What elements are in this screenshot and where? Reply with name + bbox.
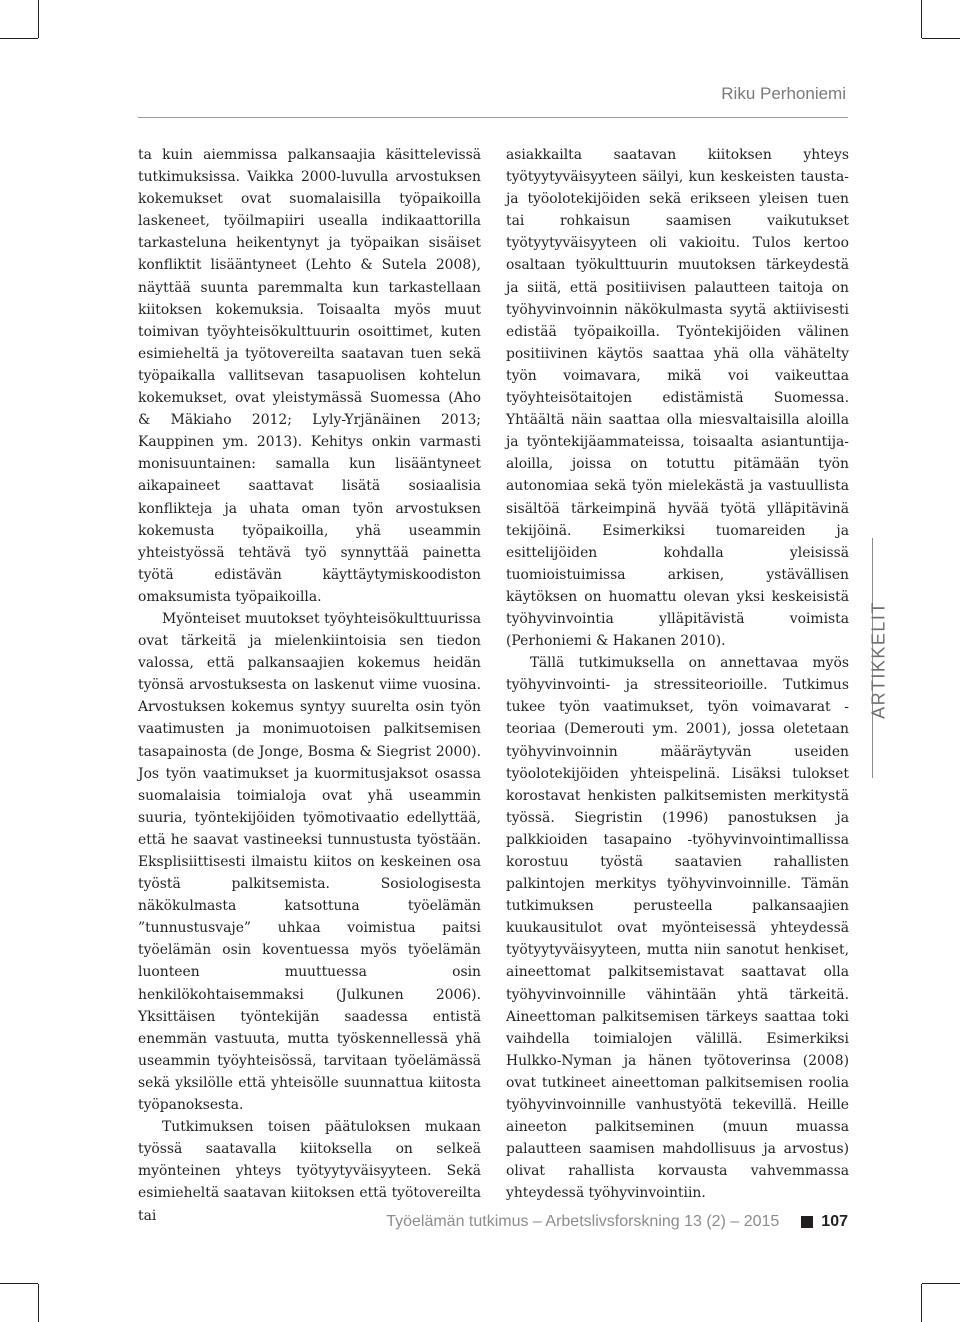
crop-mark bbox=[0, 1283, 38, 1284]
paragraph: ta kuin aiemmissa palkansaajia käsittelevissä tutkimuksissa. Vaikka 2000-luvulla arvostuksen kokemukset ovat suomalaisilla työpaikoilla laskeneet, työilmapiiri usealla indikaattorilla tarkasteluna heikentynyt ja työpaikan sisäiset konfliktit lisääntyneet (Lehto & Sutela 2008), näyttää suunta paremmalta kun tarkastellaan kiitoksen kokemuksia. Toisaalta myös muut toimivan työyhteisökulttuurin osoittimet, kuten esimieheltä ja työtovereilta saatavan tuen sekä työpaikalla vallitsevan tasapuolisen kohtelun kokemukset, ovat yleistymässä Suomessa (Aho & Mäkiaho 2012; Lyly-Yrjänäinen 2013; Kauppinen ym. 2013). Kehitys onkin varmasti monisuuntainen: samalla kun lisääntyneet aikapaineet saattavat lisätä sosiaalisia konflikteja ja uhata oman työn arvostuksen kokemusta työpaikoilla, yhä useammin yhteistyössä tehtävä työ synnyttää painetta työtä edistävän käyttäytymiskoodiston omaksumista työpaikoilla. bbox=[138, 147, 481, 605]
paragraph: Myönteiset muutokset työyhteisökulttuurissa ovat tärkeitä ja mielenkiintoisia sen tiedon valossa, että palkansaajien kokemus heidän työnsä arvostuksesta on laskenut viime vuosina. Arvostuksen kokemus syntyy suurelta osin työn vaatimusten ja monimuotoisen palkitsemisen tasapainosta (de Jonge, Bosma & Siegrist 2000). Jos työn vaatimukset ja kuormitusjaksot osassa suomalaisia toimialoja ovat yhä useammin suuria, työntekijöiden työmotivaatio edellyttää, että he saavat vastineeksi tunnustusta työstään. Eksplisiittisesti ilmaistu kiitos on keskeinen osa työstä palkitsemista. Sosiologisesta näkökulmasta katsottuna työelämän ”tunnustusvaje” uhkaa voimistua paitsi työelämän osin koventuessa myös työelämän luonteen muuttuessa osin henkilökohtaisemmaksi (Julkunen 2006). Yksittäisen työntekijän saadessa entistä enemmän vastuuta, mutta työskennellessä yhä useammin työyhteisössä, tarvitaan työelämässä sekä yksilölle että yhteisölle suunnattua kiitosta työpanoksesta. bbox=[138, 610, 481, 1114]
crop-mark bbox=[921, 0, 922, 38]
square-bullet-icon bbox=[801, 1216, 813, 1228]
paragraph: Tutkimuksen toisen päätuloksen mukaan työssä saatavalla kiitoksella on selkeä myönteinen yhteys työtyytyväisyyteen. Sekä esimieheltä saatavan kiitoksen että työtovereilta tai bbox=[138, 1119, 481, 1224]
journal-citation: Työelämän tutkimus – Arbetslivsforskning 13 (2) – 2015 bbox=[386, 1213, 780, 1230]
crop-mark bbox=[922, 1283, 960, 1284]
header-divider bbox=[138, 117, 848, 118]
crop-mark bbox=[38, 1284, 39, 1322]
crop-mark bbox=[922, 38, 960, 39]
section-label: ARTIKKELIT bbox=[868, 601, 889, 719]
page-number: 107 bbox=[821, 1213, 848, 1230]
page-footer bbox=[300, 1213, 848, 1231]
left-text-column bbox=[138, 144, 481, 1227]
paragraph: Tällä tutkimuksella on annettavaa myös työhyvinvointi- ja stressiteorioille. Tutkimus tukee työn vaatimukset, työn voimavarat -teoriaa (Demerouti ym. 2001), jossa oletetaan työhyvinvoinnin määräytyvän useiden työolotekijöiden yhteispelinä. Lisäksi tulokset korostavat henkisten palkitsemisten merkitystä työssä. Siegristin (1996) panostuksen ja palkkioiden tasapaino -työhyvinvointimallissa korostuu työstä saatavien rahallisten palkintojen merkitys työhyvinvoinnille. Tämän tutkimuksen perusteella palkansaajien kuukausitulot ovat myönteisessä yhteydessä työtyytyväisyyteen, mutta niin sanotut henkiset, aineettomat palkitsemistavat saattavat olla työhyvinvoinnille vähintään yhtä tärkeitä. Aineettoman palkitsemisen tärkeys saattaa toki vaihdella toimialojen välillä. Esimerkiksi Hulkko-Nyman ja hänen työtoverinsa (2008) ovat tutkineet aineettoman palkitsemisen roolia työhyvinvoinnille vanhustyötä tekevillä. Heille aineeton palkitseminen (muun muassa palautteen saamisen mahdollisuus ja arvostus) olivat rahallista korvausta vahvemmassa yhteydessä työhyvinvointiin. bbox=[506, 655, 849, 1202]
running-head-author: Riku Perhoniemi bbox=[721, 84, 846, 103]
paragraph: asiakkailta saatavan kiitoksen yhteys työtyytyväisyyteen säilyi, kun keskeisten tausta- ja työolotekijöiden sekä erikseen yleisen tuen tai rohkaisun saamisen vaikutukset työtyytyväisyyteen oli vakioitu. Tulos kertoo osaltaan työkulttuurin muutoksen tärkeydestä ja siitä, että positiivisen palautteen taitoja on työhyvinvoinnin näkökulmasta syytä aktiivisesti edistää työpaikoilla. Työntekijöiden välinen positiivinen käytös saattaa yhä olla vähätelty työn voimavara, mikä voi vaikeuttaa työyhteisötaitojen edistämistä Suomessa. Yhtäältä näin saattaa olla miesvaltaisilla aloilla ja työntekijäammateissa, toisaalta asiantuntija-aloilla, joissa on totuttu pitämään työn autonomiaa sekä työn mielekästä ja vastuullista sisältöä tärkeimpinä hyvää työtä ylläpitävinä tekijöinä. Esimerkiksi tuomareiden ja esittelijöiden kohdalla yleisissä tuomioistuimissa arkisen, ystävällisen käytöksen on huomattu olevan yksi keskeisistä työhyvinvointia ylläpitävistä voimista (Perhoniemi & Hakanen 2010). bbox=[506, 147, 849, 650]
crop-mark bbox=[0, 38, 38, 39]
crop-mark bbox=[38, 0, 39, 38]
right-text-column bbox=[506, 144, 849, 1205]
crop-mark bbox=[921, 1284, 922, 1322]
